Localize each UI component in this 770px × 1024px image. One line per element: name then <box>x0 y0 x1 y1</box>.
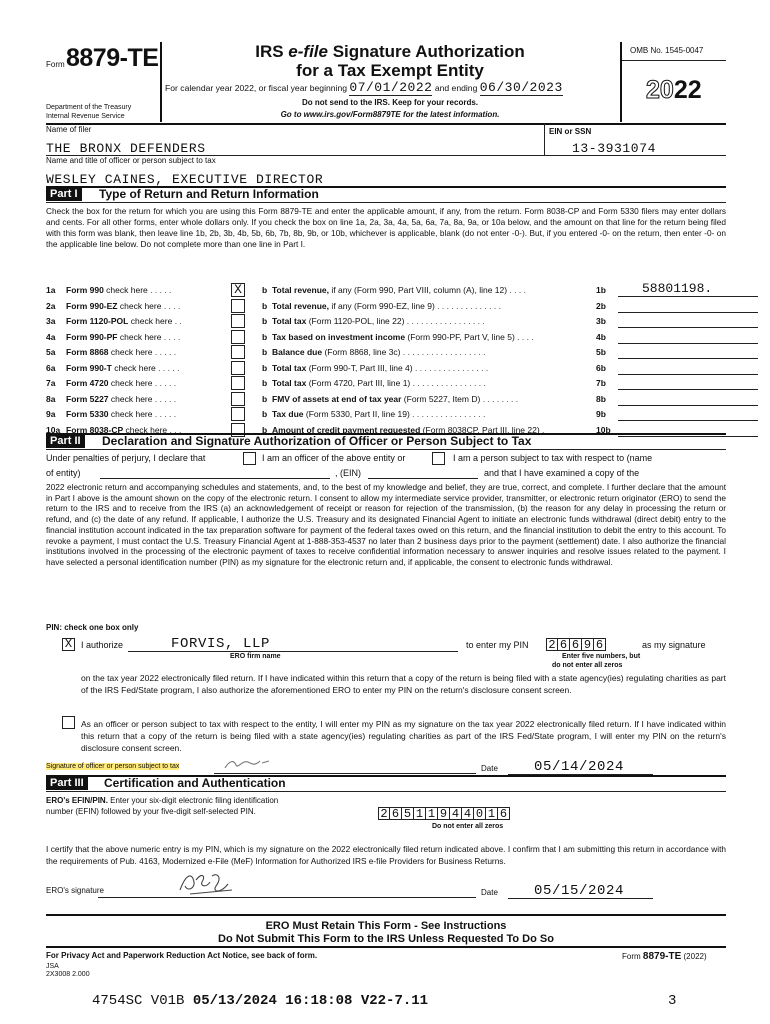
officer-signature-label: Signature of officer or person subject to tax <box>46 763 180 770</box>
form-checkbox[interactable] <box>231 299 245 313</box>
amount-line <box>618 327 758 328</box>
line-b-letter: b <box>262 362 268 373</box>
form-word: Form <box>46 60 65 69</box>
officer-pin[interactable] <box>546 638 606 651</box>
amount-line <box>618 358 758 359</box>
do-not-enter-zeros: do not enter all zeros <box>552 662 623 669</box>
ero-firm-name-label: ERO firm name <box>230 653 281 660</box>
ero-efin-pin[interactable] <box>378 807 510 820</box>
line-b-letter: b <box>262 409 268 419</box>
amount-line <box>618 405 758 406</box>
efin-no-zeros: Do not enter all zeros <box>432 823 504 830</box>
i-authorize-label: I authorize <box>81 640 124 650</box>
officer-option-label: I am an officer of the above entity or <box>262 453 406 463</box>
filer-name: THE BRONX DEFENDERS <box>46 141 206 156</box>
efin-digit[interactable]: 1 <box>486 807 498 820</box>
ero-date-label: Date <box>481 888 498 897</box>
pin-digit[interactable]: 6 <box>570 638 582 651</box>
line-number: 1a <box>46 285 56 295</box>
jsa-code: 2X3008 2.000 <box>46 971 90 978</box>
form-check-label: Form 5330 check here . . . . . <box>66 409 177 419</box>
ero-must-retain: ERO Must Retain This Form - See Instructions <box>265 920 507 932</box>
ero-signature-label: ERO's signature <box>46 886 104 895</box>
name-of-filer-label: Name of filer <box>46 125 92 134</box>
line-b-description: Balance due (Form 8868, line 3c) . . . . . . . . . . . . . . . . . . <box>272 347 486 357</box>
form-check-label: Form 4720 check here . . . . . <box>66 378 177 388</box>
efin-digit[interactable]: 4 <box>462 807 474 820</box>
officer-date-label: Date <box>481 764 498 773</box>
efin-digit[interactable]: 2 <box>378 807 390 820</box>
part1-row-2a <box>46 299 726 314</box>
line-b-number: 4b <box>596 331 606 342</box>
jsa-label: JSA <box>46 963 59 970</box>
fiscal-end: 06/30/2023 <box>479 80 563 95</box>
line-number: 5a <box>46 347 56 357</box>
pin-digit[interactable]: 6 <box>594 638 606 651</box>
amount-line <box>618 436 758 437</box>
form-checkbox[interactable] <box>231 392 245 406</box>
line-b-description: Tax based on investment income (Form 990-PF, Part V, line 5) . . . . <box>272 331 534 342</box>
pin-heading: PIN: check one box only <box>46 623 139 632</box>
line-number: 9a <box>46 409 56 419</box>
efin-digit[interactable]: 5 <box>402 807 414 820</box>
ero-authorize-checkbox[interactable]: X <box>62 638 75 651</box>
option2-text: As an officer or person subject to tax with respect to the entity, I will enter my PIN as my signature on the tax year 2022 electronically filed return. If I have indicated within this return that a copy of the return is being filed with a state agency(ies) regulating charities as part of the IRS Fed/State program, I will enter my PIN on the return's disclosure consent screen. <box>81 719 726 753</box>
filer-ein: 13-3931074 <box>572 141 657 156</box>
footer-form-id: Form 8879-TE (2022) <box>622 951 707 962</box>
line-b-number: 5b <box>596 347 606 357</box>
line-b-letter: b <box>262 300 268 311</box>
part1-row-8a <box>46 392 726 407</box>
efin-digit[interactable]: 1 <box>414 807 426 820</box>
form-check-label: Form 990-EZ check here . . . . <box>66 300 181 311</box>
examined-text: and that I have examined a copy of the <box>484 468 640 478</box>
line-number: 7a <box>46 378 56 388</box>
line-b-letter: b <box>262 316 268 326</box>
part1-instructions: Check the box for the return for which you are using this Form 8879-TE and enter the applicable amount, if any, from the return. Form 8038-CP and Form 5330 filers may enter dollars and cents. For all other forms, enter whole dollars only. If you check the box on line 1a, 2a, 3a, 4a, 5a, 6a, 7a, 8a, 9a, or 10a below, and the amount on that line for the return being filed with this form was blank, then leave line 1b, 2b, 3b, 4b, 5b, 6b, 7b, 8b, 9b, or 10b, whichever is applicable, blank (do not enter -0-). But, if you entered -0- on the return, then enter -0- on the applicable line below. Do not complete more than one line in Part I. <box>46 206 726 249</box>
tax-year: 2022 <box>646 76 702 104</box>
certification-text: I certify that the above numeric entry is my PIN, which is my signature on the 2022 electronically filed return indicated above. I confirm that I am submitting this return in accordance with the requirements of Pub. 4163, Modernized e-File (MeF) Information for Authorized IRS e-file Providers for Business Returns. <box>46 844 726 866</box>
form-checkbox[interactable] <box>231 376 245 390</box>
print-id-line: 4754SC V01B 05/13/2024 16:18:08 V22-7.11 <box>92 993 429 1009</box>
fiscal-begin: 07/01/2022 <box>349 80 433 95</box>
line-b-number: 7b <box>596 378 606 388</box>
ero-signature[interactable] <box>176 868 238 898</box>
declaration-body: 2022 electronic return and accompanying schedules and statements, and, to the best of my knowledge and belief, they are true, correct, and complete. I further declare that the amount in Part I above is the amount shown on the copy of the electronic return. I consent to allow my intermediate service provider, transmitter, or electronic return originator (ERO) to send the return to the IRS and to receive from the IRS (a) an acknowledgement of receipt or reason for rejection of the transmission, (b) the reason for any delay in processing the return or refund, and (c) the date of any refund. If applicable, I authorize the U.S. Treasury and its designated Financial Agent to initiate an electronic funds withdrawal (direct debit) entry to the financial institution account indicated in the tax preparation software for payment of the federal taxes owed on this return, and the financial institution to debit the entry to this account. To revoke a payment, I must contact the U.S. Treasury Financial Agent at 1-888-353-4537 no later than 2 business days prior to the payment (settlement) date. I also authorize the financial institutions involved in the processing of the electronic payment of taxes to receive confidential information necessary to answer inquiries and resolve issues related to the payment. I have selected a personal identification number (PIN) as my signature for the electronic return and, if applicable, the consent to electronic funds withdrawal. <box>46 482 726 567</box>
part2-label: Part II <box>46 434 85 448</box>
do-not-submit: Do Not Submit This Form to the IRS Unless Requested To Do So <box>218 933 554 945</box>
line-b-letter: b <box>262 393 268 404</box>
officer-name: WESLEY CAINES, EXECUTIVE DIRECTOR <box>46 172 324 187</box>
line-b-description: Tax due (Form 5330, Part II, line 19) . . . . . . . . . . . . . . . . <box>272 409 486 419</box>
form-title-line2: for a Tax Exempt Entity <box>296 61 484 80</box>
part1-title: Type of Return and Return Information <box>99 187 319 201</box>
amount-line <box>618 312 758 313</box>
line-b-description: Total tax (Form 990-T, Part III, line 4) . . . . . . . . . . . . . . . . <box>272 362 489 373</box>
part2-title: Declaration and Signature Authorization of Officer or Person Subject to Tax <box>102 434 532 448</box>
officer-enter-pin-checkbox[interactable] <box>62 716 75 729</box>
line-b-description: Total revenue, if any (Form 990-EZ, line 9) . . . . . . . . . . . . . . <box>272 300 501 311</box>
line-number: 3a <box>46 316 56 326</box>
form-check-label: Form 8868 check here . . . . . <box>66 347 177 357</box>
officer-signature[interactable] <box>222 756 272 772</box>
person-option-label: I am a person subject to tax with respect to (name <box>453 453 653 463</box>
line-b-description: FMV of assets at end of tax year (Form 5227, Item D) . . . . . . . . <box>272 393 519 404</box>
option1-text: on the tax year 2022 electronically filed return. If I have indicated within this return that a copy of the return is being filed with a state agency(ies) regulating charities as part of the IRS Fed/State program, I also authorize the aforementioned ERO to enter my PIN on the return's disclosure consent screen. <box>81 673 726 695</box>
line-b-description: Total tax (Form 4720, Part III, line 1) . . . . . . . . . . . . . . . . <box>272 378 486 388</box>
efin-digit[interactable]: 6 <box>498 807 510 820</box>
part1-row-4a <box>46 330 726 345</box>
line-b-description: Total revenue, if any (Form 990, Part VIII, column (A), line 12) . . . . <box>272 285 526 295</box>
form-checkbox[interactable] <box>231 407 245 421</box>
efin-pin-instruction: ERO's EFIN/PIN. Enter your six-digit electronic filing identification <box>46 796 279 805</box>
line-b-number: 1b <box>596 285 606 295</box>
page-number: 3 <box>668 993 677 1009</box>
line-b-number: 9b <box>596 409 606 419</box>
part1-row-1a <box>46 283 726 298</box>
person-subject-to-tax-checkbox[interactable] <box>432 452 445 465</box>
part3-label: Part III <box>46 776 88 790</box>
part1-row-6a <box>46 361 726 376</box>
form-checkbox[interactable]: X <box>231 283 245 297</box>
form-number: 8879-TE <box>66 44 159 72</box>
efin-digit[interactable]: 1 <box>426 807 438 820</box>
part1-row-7a <box>46 376 726 391</box>
line-number: 6a <box>46 362 56 373</box>
form-check-label: Form 990-T check here . . . . . <box>66 362 180 373</box>
part1-row-9a <box>46 407 726 422</box>
of-entity-label: of entity) <box>46 468 81 478</box>
efin-digit[interactable]: 4 <box>450 807 462 820</box>
amount-line <box>618 389 758 390</box>
ero-signature-date: 05/15/2024 <box>534 883 625 899</box>
efin-digit[interactable]: 6 <box>390 807 402 820</box>
line-b-number: 3b <box>596 316 606 326</box>
line-b-letter: b <box>262 347 268 357</box>
line-number: 2a <box>46 300 56 311</box>
line-b-number: 6b <box>596 362 606 373</box>
omb-number: OMB No. 1545-0047 <box>630 46 704 55</box>
form-check-label: Form 990 check here . . . . . <box>66 285 172 295</box>
efin-pin-instruction-2: number (EFIN) followed by your five-digit self-selected PIN. <box>46 807 256 816</box>
under-penalties: Under penalties of perjury, I declare that <box>46 453 206 463</box>
line-b-letter: b <box>262 331 268 342</box>
enter-five-numbers: Enter five numbers, but <box>562 653 641 660</box>
ero-firm-name: FORVIS, LLP <box>171 636 271 652</box>
line-b-number: 10b <box>596 424 611 435</box>
calendar-year-line: For calendar year 2022, or fiscal year beginning 07/01/2022 and ending 06/30/2023 <box>165 80 563 95</box>
pin-digit[interactable]: 9 <box>582 638 594 651</box>
form-check-label: Form 5227 check here . . . . . <box>66 393 177 404</box>
line-b-number: 2b <box>596 300 606 311</box>
do-not-send: Do not send to the IRS. Keep for your records. <box>301 98 479 107</box>
efin-digit[interactable]: 9 <box>438 807 450 820</box>
form-checkbox[interactable] <box>231 330 245 344</box>
line-b-description: Amount of credit payment requested (Form 8038CP, Part III, line 22) . <box>272 424 545 435</box>
amount-line <box>618 296 758 297</box>
line-b-letter: b <box>262 424 268 435</box>
ein-label: EIN or SSN <box>549 127 592 136</box>
form-checkbox[interactable] <box>231 361 245 375</box>
pin-digit[interactable]: 6 <box>558 638 570 651</box>
to-enter-pin-label: to enter my PIN <box>466 640 529 650</box>
pin-digit[interactable]: 2 <box>546 638 558 651</box>
form-checkbox[interactable] <box>231 314 245 328</box>
part1-row-5a <box>46 345 726 360</box>
amount-line <box>618 420 758 421</box>
form-title-line1: IRS e-file Signature Authorization <box>255 42 525 61</box>
form-check-label: Form 990-PF check here . . . . <box>66 331 181 342</box>
dept-irs: Internal Revenue Service <box>46 113 125 120</box>
amount-value[interactable]: 58801198. <box>642 281 713 296</box>
line-b-letter: b <box>262 285 268 295</box>
line-b-description: Total tax (Form 1120-POL, line 22) . . . . . . . . . . . . . . . . . <box>272 316 485 326</box>
line-b-letter: b <box>262 378 268 388</box>
form-checkbox[interactable] <box>231 345 245 359</box>
form-check-label: Form 8038-CP check here . . . <box>66 424 182 435</box>
officer-of-entity-checkbox[interactable] <box>243 452 256 465</box>
privacy-notice: For Privacy Act and Paperwork Reduction Act Notice, see back of form. <box>46 951 318 960</box>
officer-signature-date: 05/14/2024 <box>534 759 625 775</box>
officer-label: Name and title of officer or person subject to tax <box>46 156 216 165</box>
ein-text: , (EIN) <box>335 468 361 478</box>
amount-line <box>618 374 758 375</box>
line-b-number: 8b <box>596 393 606 404</box>
part1-row-3a <box>46 314 726 329</box>
line-number: 10a <box>46 424 61 435</box>
efin-digit[interactable]: 0 <box>474 807 486 820</box>
part3-title: Certification and Authentication <box>104 776 286 790</box>
goto-url: Go to www.irs.gov/Form8879TE for the latest information. <box>280 110 500 119</box>
as-my-signature: as my signature <box>642 640 706 650</box>
part1-label: Part I <box>46 187 82 201</box>
form-check-label: Form 1120-POL check here . . <box>66 316 182 326</box>
line-number: 8a <box>46 393 56 404</box>
dept-treasury: Department of the Treasury <box>46 104 132 111</box>
amount-line <box>618 343 758 344</box>
line-number: 4a <box>46 331 56 342</box>
